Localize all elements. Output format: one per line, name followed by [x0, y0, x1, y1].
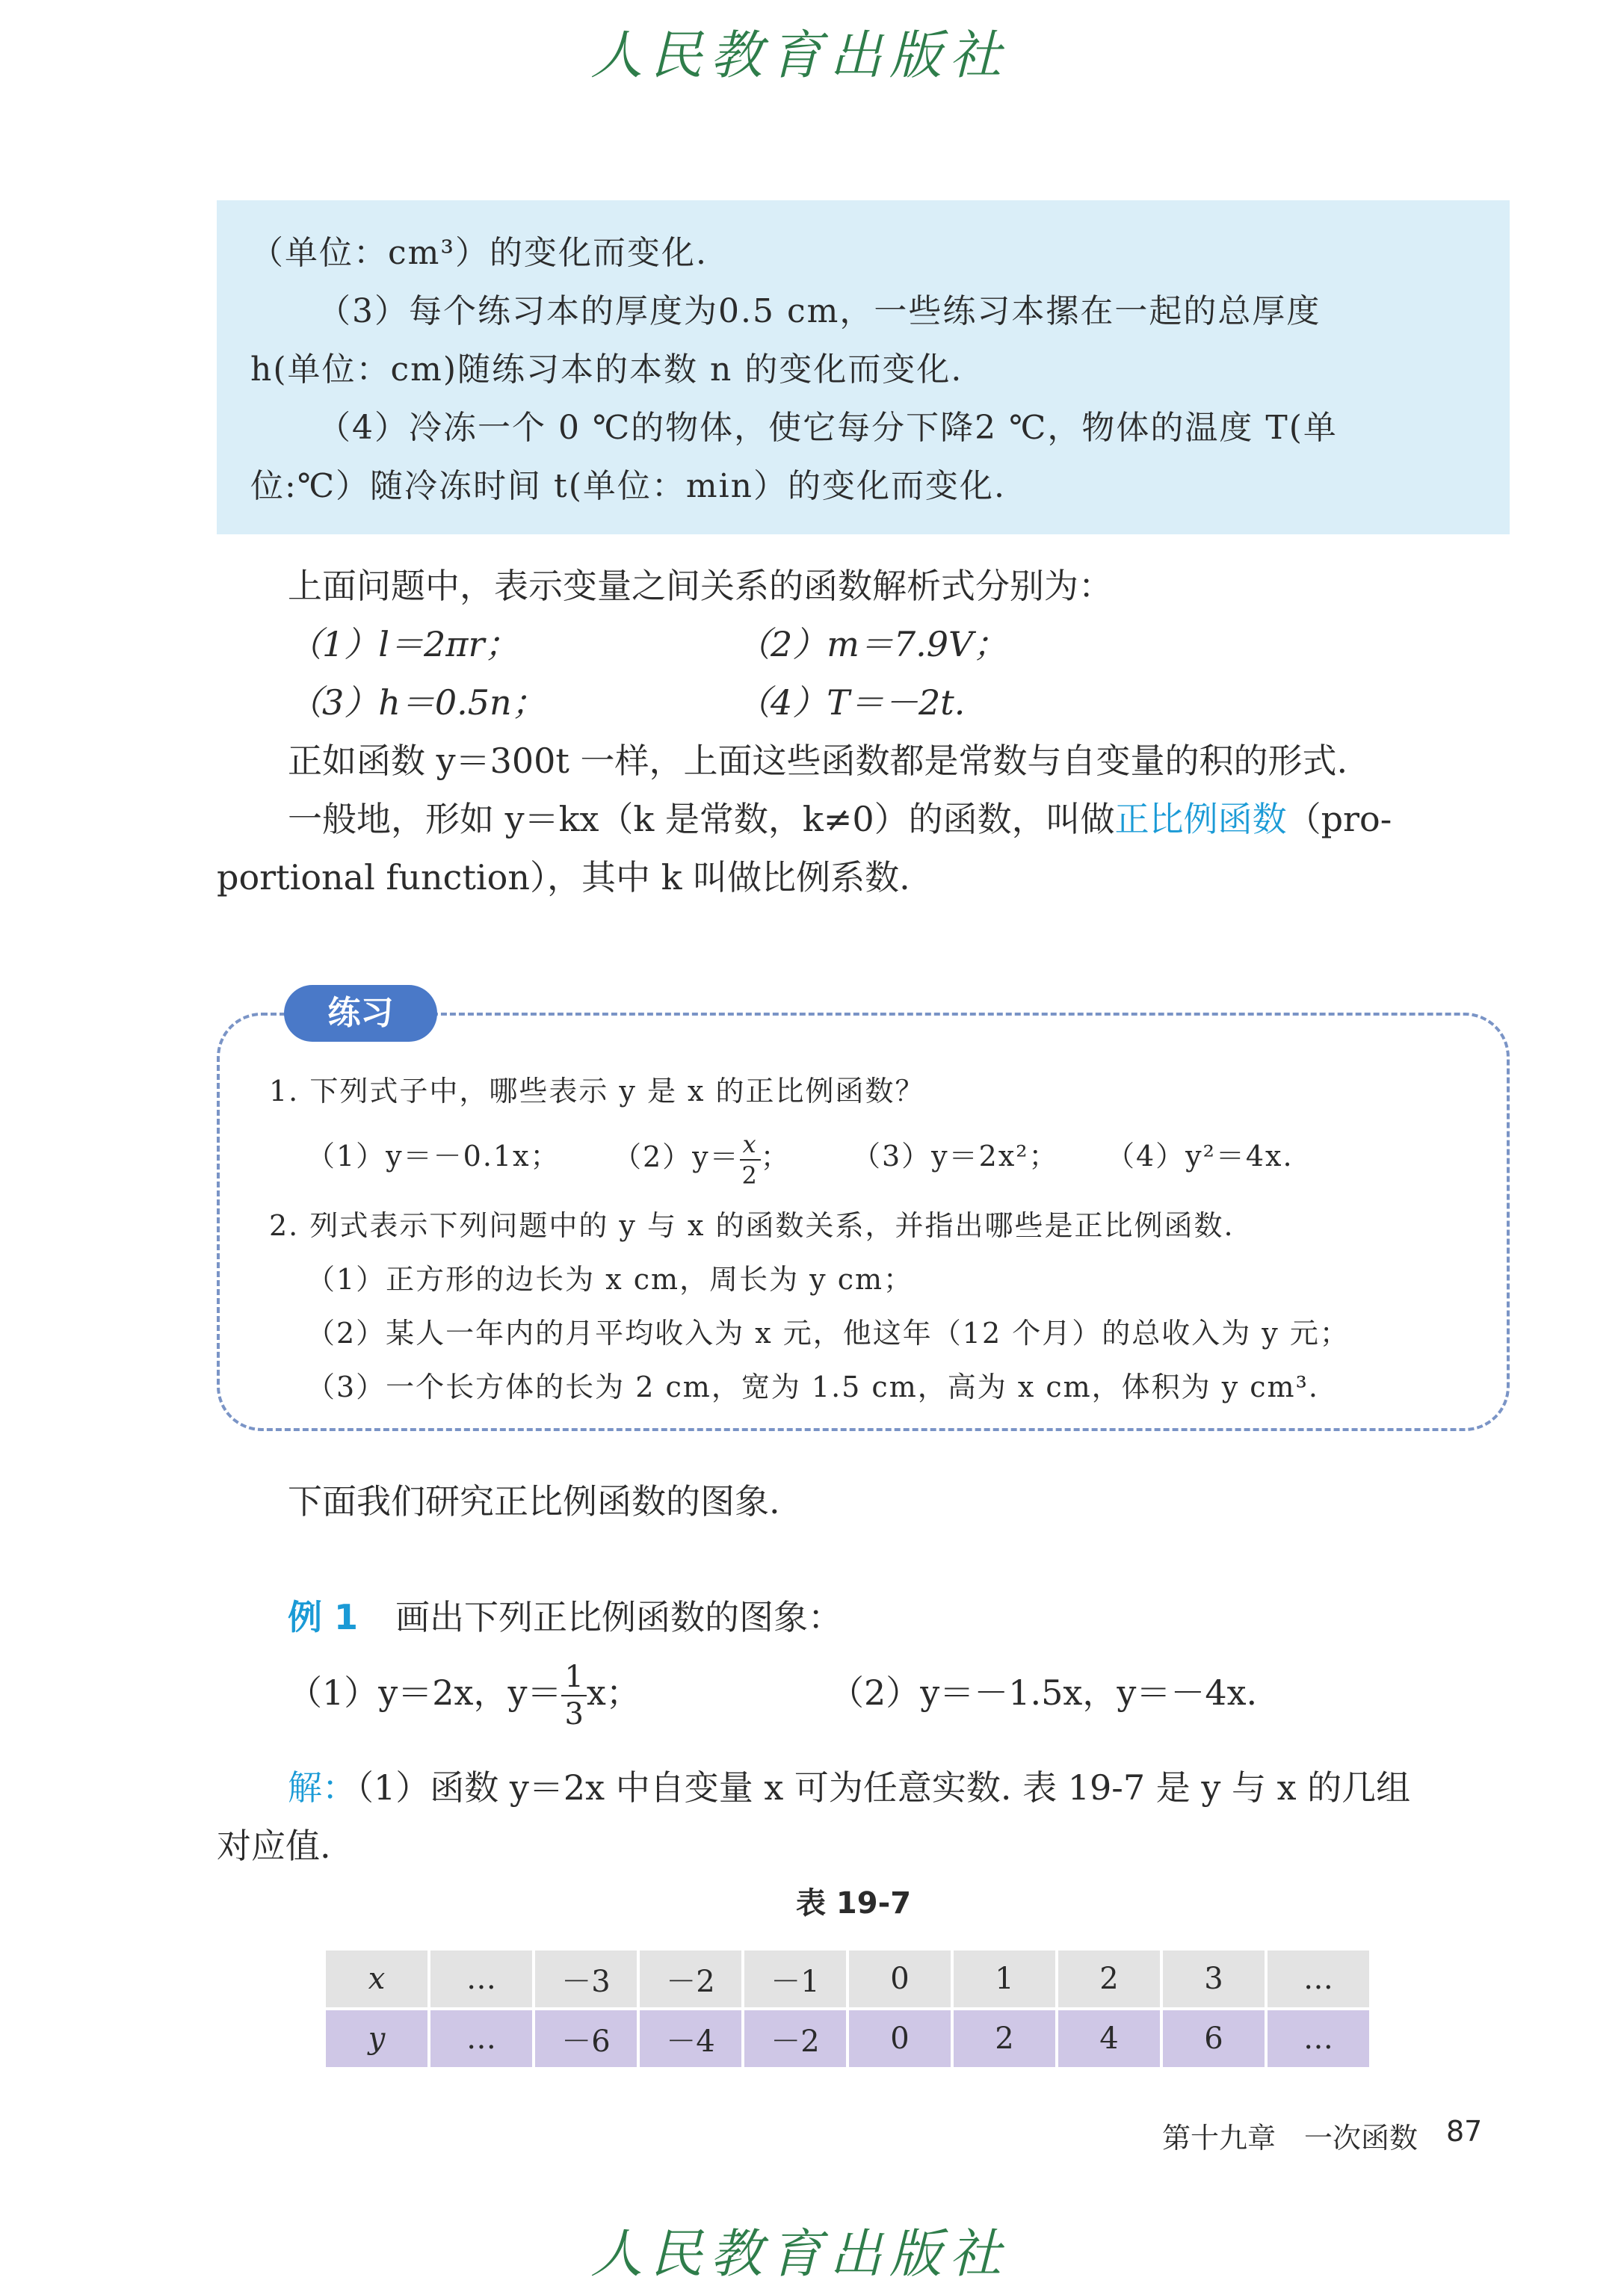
- exercise-q2-2: （2）某人一年内的月平均收入为 x 元，他这年（12 个月）的总收入为 y 元；: [306, 1317, 1350, 1350]
- box-line-2: （3）每个练习本的厚度为0.5 cm，一些练习本摞在一起的总厚度: [318, 292, 1321, 330]
- box-line-3: h(单位：cm)随练习本的本数 n 的变化而变化.: [250, 350, 963, 389]
- fraction-denominator: 2: [741, 1161, 759, 1190]
- exercise-q1: 1. 下列式子中，哪些表示 y 是 x 的正比例函数？: [269, 1075, 925, 1108]
- fraction-denominator: 3: [564, 1697, 584, 1732]
- term-proportional-function: 正比例函数: [1114, 799, 1287, 839]
- solution-label: 解：: [288, 1767, 356, 1808]
- table-cell: 2: [1058, 1950, 1160, 2007]
- fraction-numerator: x: [740, 1132, 761, 1161]
- table-cell: －6: [535, 2010, 637, 2067]
- table-cell: 0: [849, 1950, 951, 2007]
- table-caption: 表 19-7: [796, 1886, 912, 1921]
- solution-line-2: 对应值.: [217, 1826, 331, 1866]
- table-row-y: [326, 2010, 1369, 2067]
- table-cell: …: [430, 1950, 532, 2007]
- table-cell: 6: [1163, 2010, 1265, 2067]
- table-cell: …: [430, 2010, 532, 2067]
- para-2-post: （pro-: [1286, 799, 1392, 839]
- study-intro: 下面我们研究正比例函数的图象.: [288, 1481, 780, 1522]
- example-heading: [288, 1588, 842, 1646]
- solution-line-1: [288, 1758, 1410, 1817]
- value-table: [323, 1947, 1372, 2070]
- fraction-1-over-3: [561, 1660, 586, 1732]
- example-label: 例 1: [288, 1597, 359, 1637]
- para-2: [288, 790, 1392, 848]
- table-cell: －2: [640, 1950, 741, 2007]
- table-cell: y: [326, 2010, 427, 2067]
- table-row-x: [326, 1950, 1369, 2007]
- fraction-x-over-2: [740, 1129, 761, 1190]
- page-number: 87: [1446, 2115, 1483, 2148]
- example-text: 画出下列正比例函数的图象：: [395, 1597, 843, 1637]
- table-cell: x: [326, 1950, 427, 2007]
- intro-text: 上面问题中，表示变量之间关系的函数解析式分别为：: [288, 566, 1113, 606]
- exercise-q1-a: （1）y＝－0.1x；: [306, 1140, 561, 1173]
- part-1-prefix: （1）y＝2x，y＝: [288, 1672, 562, 1713]
- box-line-1: （单位：cm³）的变化而变化.: [250, 234, 708, 272]
- part-1-suffix: x；: [586, 1672, 640, 1713]
- para-2-text: 一般地，形如 y＝kx（k 是常数，k≠0）的函数，叫做: [288, 799, 1115, 839]
- table-cell: 3: [1163, 1950, 1265, 2007]
- box-line-4: （4）冷冻一个 0 ℃的物体，使它每分下降2 ℃，物体的温度 T(单: [318, 409, 1338, 447]
- para-3: portional function），其中 k 叫做比例系数.: [217, 857, 910, 898]
- exercise-q1-b: [613, 1112, 791, 1202]
- fraction-numerator: 1: [561, 1662, 586, 1696]
- exercise-label: 练习: [284, 985, 437, 1042]
- exercise-q1-d: （4）y²＝4x.: [1106, 1140, 1294, 1173]
- formula-1: （1）l＝2πr；: [288, 624, 519, 664]
- table-cell: …: [1268, 2010, 1369, 2067]
- table-cell: －4: [640, 2010, 741, 2067]
- table-cell: …: [1268, 1950, 1369, 2007]
- publisher-logo-top: 人民教育出版社: [590, 25, 1009, 86]
- exercise-q2-3: （3）一个长方体的长为 2 cm，宽为 1.5 cm，高为 x cm，体积为 y cm³.: [306, 1371, 1319, 1403]
- q1-b-suffix: ；: [760, 1140, 791, 1173]
- chapter-title: 第十九章 一次函数: [1162, 2122, 1418, 2155]
- exercise-q2-1: （1）正方形的边长为 x cm，周长为 y cm；: [306, 1263, 914, 1296]
- table-cell: －1: [744, 1950, 846, 2007]
- formula-3: （3）h＝0.5n；: [288, 682, 546, 723]
- table-cell: 0: [849, 2010, 951, 2067]
- box-line-5: 位:℃）随冷冻时间 t(单位：min）的变化而变化.: [250, 467, 1006, 505]
- table-cell: 4: [1058, 2010, 1160, 2067]
- q1-b-prefix: （2）y＝: [613, 1140, 740, 1173]
- exercise-q2: 2. 列式表示下列问题中的 y 与 x 的函数关系，并指出哪些是正比例函数.: [269, 1209, 1235, 1242]
- example-part-1: [288, 1644, 640, 1741]
- example-part-2: （2）y＝－1.5x，y＝－4x.: [830, 1672, 1258, 1713]
- publisher-logo-bottom: 人民教育出版社: [590, 2223, 1009, 2285]
- table-cell: －3: [535, 1950, 637, 2007]
- solution-text: （1）函数 y＝2x 中自变量 x 可为任意实数. 表 19-7 是 y 与 x 的几组: [356, 1767, 1411, 1808]
- formula-2: （2）m＝7.9V；: [736, 624, 1008, 664]
- table-cell: 1: [954, 1950, 1055, 2007]
- formula-4: （4）T＝－2t.: [736, 682, 966, 723]
- table-cell: －2: [744, 2010, 846, 2067]
- table-cell: 2: [954, 2010, 1055, 2067]
- para-1: 正如函数 y＝300t 一样，上面这些函数都是常数与自变量的积的形式.: [288, 741, 1348, 781]
- exercise-q1-c: （3）y＝2x²；: [852, 1140, 1059, 1173]
